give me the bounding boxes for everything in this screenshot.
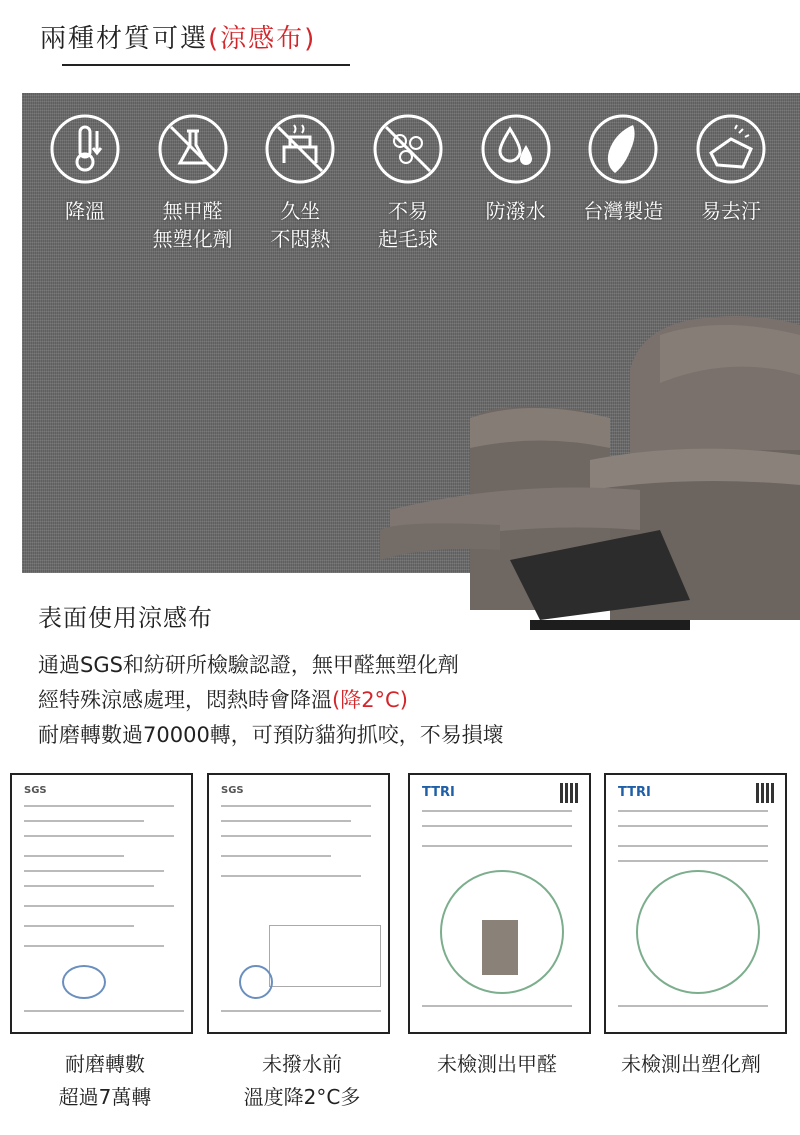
cert-logo: SGS (24, 785, 47, 796)
thermometer-cooling-icon (49, 113, 121, 185)
feature-taiwan-made (576, 113, 670, 253)
feature-cooling (38, 113, 132, 253)
certificate-ttri-formaldehyde (408, 773, 591, 1034)
no-stuffiness-icon (264, 113, 336, 185)
feature-water-repellent (469, 113, 563, 253)
section-heading: 表面使用涼感布 (38, 604, 213, 632)
feature-label: 台灣製造 (583, 199, 664, 223)
certificate-sgs-abrasion (10, 773, 193, 1034)
cert-logo: TTRI (422, 785, 455, 800)
feature-easy-clean (684, 113, 778, 253)
body-line: 經特殊涼感處理，悶熱時會降溫(降2°C) (38, 688, 408, 712)
feature-label: 易去汙 (700, 199, 761, 223)
recliner-chair-image (360, 300, 800, 675)
taiwan-made-icon (587, 113, 659, 185)
no-formaldehyde-icon (157, 113, 229, 185)
water-repellent-icon (480, 113, 552, 185)
title-text: 兩種材質可選 (40, 24, 209, 54)
body-line: 耐磨轉數過70000轉，可預防貓狗抓咬，不易損壞 (38, 723, 504, 747)
body-accent: (降2°C) (332, 688, 408, 712)
certificates (10, 773, 790, 1038)
feature-icons (38, 113, 778, 253)
certificate-caption: 耐磨轉數 超過7萬轉 (58, 1052, 152, 1109)
feature-no-pilling (361, 113, 455, 253)
body-line: 通過SGS和紡研所檢驗認證，無甲醛無塑化劑 (38, 653, 459, 677)
section-body (38, 648, 504, 753)
cert-logo: TTRI (618, 785, 651, 800)
certificate-caption: 未檢測出塑化劑 (621, 1052, 761, 1076)
certificate-caption: 未撥水前 溫度降2°C多 (243, 1052, 361, 1109)
no-pilling-icon (372, 113, 444, 185)
feature-label: 久坐 不悶熱 (270, 199, 331, 251)
cert-logo: SGS (221, 785, 244, 796)
feature-no-formaldehyde (146, 113, 240, 253)
feature-label: 防潑水 (485, 199, 546, 223)
certificate-ttri-plasticizer (604, 773, 787, 1034)
title-accent: (涼感布) (208, 24, 317, 54)
certificate-caption: 未檢測出甲醛 (437, 1052, 557, 1076)
page-title (40, 18, 316, 55)
feature-label: 降溫 (65, 199, 105, 223)
feature-label: 不易 起毛球 (377, 199, 438, 251)
title-underline (62, 64, 350, 66)
feature-label: 無甲醛 無塑化劑 (152, 199, 233, 251)
feature-no-stuffiness (253, 113, 347, 253)
easy-clean-icon (695, 113, 767, 185)
certificate-sgs-cooling (207, 773, 390, 1034)
